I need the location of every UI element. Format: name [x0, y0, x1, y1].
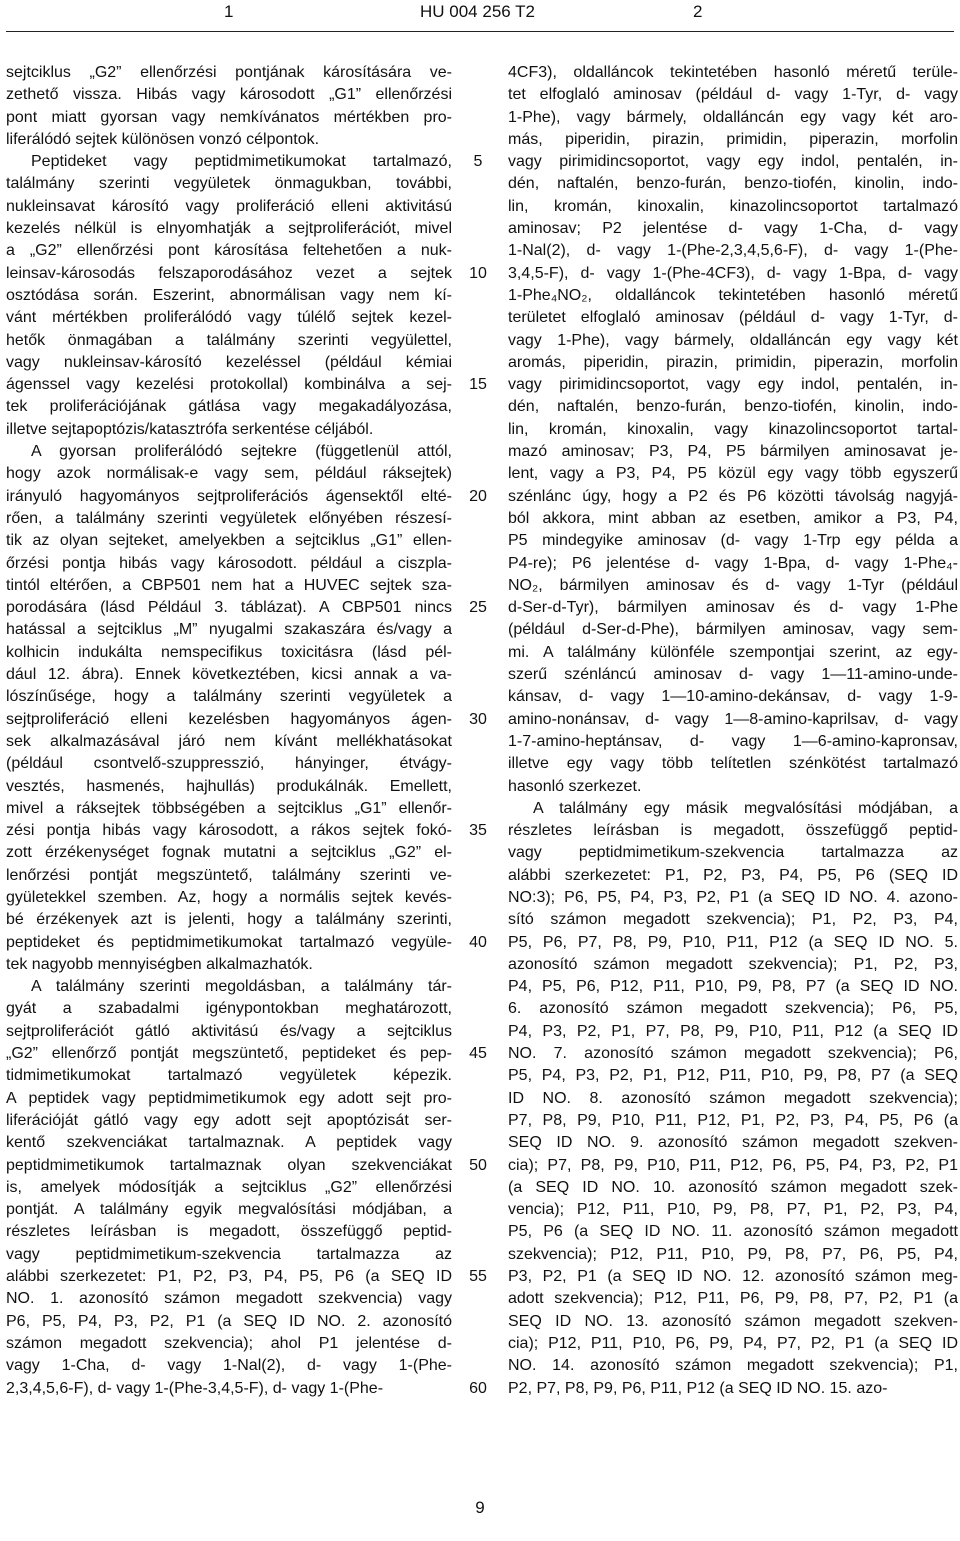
text-line: területet elfoglaló aminosav (például d- vagy 1-Tyr, d- [508, 309, 958, 327]
line-number: 40 [469, 933, 487, 951]
text-line: ID NO. 8. azonosító számon megadott szekvencia); [508, 1089, 958, 1107]
text-line: mi. A találmány különféle szempontjai szerint, az egy- [508, 643, 958, 661]
text-line: sejtproliferáció elleni kezelésben hagyományos ágen- [6, 710, 452, 728]
text-line: vagy 1-Phe), vagy bármely, oldalláncán egy vagy két [508, 331, 958, 349]
text-line: aminosav; P2 jelentése d- vagy 1-Cha, d- vagy [508, 220, 958, 238]
text-line: gyületekkel szemben. Az, hogy a normális sejtek kevés- [6, 888, 452, 906]
header-right-column-number: 2 [693, 2, 703, 21]
line-number: 20 [469, 487, 487, 505]
left-text-column [6, 62, 452, 1400]
text-line: SEQ ID NO. 9. azonosító számon megadott szekven- [508, 1134, 958, 1152]
text-line: tintól eltérően, a CBP501 nem hat a HUVEC sejtek sza- [6, 576, 452, 594]
text-line: vagy pirimidincsoportot, vagy egy indol, pentalén, in- [508, 376, 958, 394]
text-line: hasonló szerkezet. [508, 777, 642, 795]
text-line: részletes leírásban is megadott, összefüggő peptid- [508, 822, 958, 840]
text-line: alábbi szerkezetet: P1, P2, P3, P4, P5, P6 (SEQ ID [508, 866, 958, 884]
text-line: pontját. A találmány egyik megvalósítási módjában, a [6, 1201, 452, 1219]
text-line: P5, P6 (a SEQ ID NO. 11. azonosító számon megadott [508, 1223, 958, 1241]
text-line: 3,4,5-F), d- vagy 1-(Phe-4CF3), d- vagy 1-Bpa, d- vagy [508, 264, 958, 282]
text-line: sító számon megadott szekvencia); P1, P2, P3, P4, [508, 911, 958, 929]
text-line: P5 mindegyike aminosav (d- vagy 1-Trp egy példa a [508, 532, 958, 550]
text-line: sejtproliferációt gátló aktivitású és/vagy a sejtciklus [6, 1022, 452, 1040]
text-line: 1-7-amino-heptánsav, d- vagy 1—6-amino-kapronsav, [508, 732, 958, 750]
text-line: NO. 7. azonosító számon megadott szekvencia); P6, [508, 1045, 958, 1063]
text-line: irányuló hagyományos sejtproliferációs ágensektől elté- [6, 487, 452, 505]
line-number: 60 [469, 1379, 487, 1397]
text-line: lin, kromán, kinoxalin, kinazolincsoportot tartalmazó [508, 197, 958, 215]
text-line: hogy azok normálisak-e vagy sem, például ráksejtek) [6, 465, 452, 483]
header-document-id: HU 004 256 T2 [420, 2, 535, 21]
line-number: 45 [469, 1045, 487, 1063]
text-line: zethető vissza. Hibás vagy károsodott „G1” ellenőrzési [6, 86, 452, 104]
text-line: vesztés, hasmenés, hajhullás) produkálnák. Emellett, [6, 777, 452, 795]
header-rule [6, 31, 954, 32]
text-line: pont miatt gyorsan vagy nemkívánatos mértékben pro- [6, 108, 452, 126]
text-line: A találmány egy másik megvalósítási módjában, a [533, 799, 958, 817]
line-number: 25 [469, 599, 487, 617]
text-line: amino-nonánsav, d- vagy 1—8-amino-kaprilsav, d- vagy [508, 710, 958, 728]
text-line: vánt mértékben proliferálódó vagy túlélő sejtek kezel- [6, 309, 452, 327]
text-line: mivel a ráksejtek többségében a sejtciklus „G1” ellenőr- [6, 799, 452, 817]
text-line: „G2” ellenőrző pontját megszüntető, peptideket és pep- [6, 1045, 452, 1063]
text-line: NO. 14. azonosító számon megadott szekvencia); P1, [508, 1357, 958, 1375]
text-line: őrzési pontja hibás vagy károsodott. például a ciszpla- [6, 554, 452, 572]
text-line: P4, P3, P2, P1, P7, P8, P9, P10, P11, P12 (a SEQ ID [508, 1022, 958, 1040]
header-left-column-number: 1 [224, 2, 234, 21]
text-line: peptideket és peptidmimetikumokat tartalmazó vegyüle- [6, 933, 452, 951]
right-text-column [508, 62, 958, 1400]
text-line: leinsav-károsodás felszaporodásához vezet a sejtek [6, 264, 452, 282]
text-line: szénlánc úgy, hogy a P2 és P6 közötti távolság nagyjá- [508, 487, 958, 505]
text-line: 6. azonosító számon megadott szekvencia); P6, P5, [508, 1000, 958, 1018]
line-number: 55 [469, 1268, 487, 1286]
text-line: P6, P5, P4, P3, P2, P1 (a SEQ ID NO. 2. azonosító [6, 1312, 452, 1330]
text-line: vagy 1-Cha, d- vagy 1-Nal(2), d- vagy 1-(Phe- [6, 1357, 452, 1375]
text-line: liferációját gátló vagy egy adott sejt apoptózisát ser- [6, 1111, 452, 1129]
text-line: d-Ser-d-Tyr), bármilyen aminosav és d- vagy 1-Phe [508, 599, 958, 617]
text-line: azonosító számon megadott szekvencia); P1, P2, P3, [508, 955, 958, 973]
line-number: 15 [469, 376, 487, 394]
text-line: NO. 1. azonosító számon megadott szekvencia) vagy [6, 1290, 452, 1308]
text-line: P4, P5, P6, P12, P11, P10, P9, P8, P7 (a SEQ ID NO. [508, 978, 958, 996]
text-line: adott szekvencia); P12, P11, P6, P9, P8, P7, P2, P1 (a [508, 1290, 958, 1308]
page-number: 9 [475, 1498, 485, 1517]
text-line: tik az olyan sejteket, amelyekben a sejtciklus „G1” ellen- [6, 532, 452, 550]
text-line: részletes leírásban is megadott, összefüggő peptid- [6, 1223, 452, 1241]
text-line: rően, a találmány szerinti vegyületek előnyében részesí- [6, 509, 452, 527]
text-line: szerű szénláncú aminosav d- vagy 1—11-amino-unde- [508, 666, 958, 684]
text-line: tek proliferációjának gátlása vagy megakadályozása, [6, 398, 452, 416]
text-line: P5, P6, P7, P8, P9, P10, P11, P12 (a SEQ ID NO. 5. [508, 933, 958, 951]
line-number: 5 [473, 153, 483, 171]
text-line: vagy nukleinsav-károsító kezeléssel (például kémiai [6, 353, 452, 371]
text-line: mazó aminosav; P3, P4, P5 bármilyen aminosavat je- [508, 443, 958, 461]
text-line: lent, vagy a P3, P4, P5 közül egy vagy több egyszerű [508, 465, 958, 483]
text-line: P4-re); P6 jelentése d- vagy 1-Bpa, d- vagy 1-Phe₄- [508, 554, 958, 572]
text-line: illetve sejtapoptózis/katasztrófa serkentése céljából. [6, 420, 374, 438]
text-line: vencia); P12, P11, P10, P9, P8, P7, P1, P2, P3, P4, [508, 1201, 958, 1219]
text-line: SEQ ID NO. 13. azonosító számon megadott szekven- [508, 1312, 958, 1330]
text-line: 1-Nal(2), d- vagy 1-(Phe-2,3,4,5,6-F), d- vagy 1-(Phe- [508, 242, 958, 260]
text-line: sek alkalmazásával járó nem kívánt mellékhatásokat [6, 732, 452, 750]
text-line: vagy peptidmimetikum-szekvencia tartalmazza az [508, 844, 958, 862]
line-number: 30 [469, 710, 487, 728]
line-number: 10 [469, 264, 487, 282]
text-line: NO₂, bármilyen aminosav és d- vagy 1-Tyr (például [508, 576, 958, 594]
text-line: találmány szerinti vegyületek önmagukban, további, [6, 175, 452, 193]
text-line: szekvencia); P12, P11, P10, P9, P8, P7, P6, P5, P4, [508, 1245, 958, 1263]
text-line: 1-Phe₄NO₂, oldalláncok tekintetében hasonló méretű [508, 286, 958, 304]
text-line: P7, P8, P9, P10, P11, P12, P1, P2, P3, P4, P5, P6 (a [508, 1111, 958, 1129]
text-line: illetve egy vagy több telítetlen szénkötést tartalmazó [508, 755, 958, 773]
text-line: aromás, piperidin, pirazin, primidin, piperazin, morfolin [508, 353, 958, 371]
text-line: P5, P4, P3, P2, P1, P12, P11, P10, P9, P8, P7 (a SEQ [508, 1067, 958, 1085]
text-line: (például csontvelő-szuppresszió, hányinger, étvágy- [6, 755, 452, 773]
text-line: nukleinsavat károsító vagy proliferáció elleni aktivitású [6, 197, 452, 215]
text-line: P2, P7, P8, P9, P6, P11, P12 (a SEQ ID NO. 15. azo- [508, 1379, 888, 1397]
text-line: vagy peptidmimetikum-szekvencia tartalmazza az [6, 1245, 452, 1263]
text-line: dén, naftalén, benzo-furán, benzo-tiofén, kinolin, indo- [508, 398, 958, 416]
text-line: cia); P12, P11, P10, P6, P9, P4, P7, P2, P1 (a SEQ ID [508, 1334, 958, 1352]
text-line: is, amelyek módosítják a sejtciklus „G2” ellenőrzési [6, 1178, 452, 1196]
text-line: bé érzékenyek azt is jelenti, hogy a találmány szerinti, [6, 911, 452, 929]
text-line: lin, kromán, kinoxalin, vagy kinazolincsoportot tartal- [508, 420, 958, 438]
text-line: cia); P7, P8, P9, P10, P11, P12, P6, P5, P4, P3, P2, P1 [508, 1156, 958, 1174]
text-line: számon megadott szekvencia); ahol P1 jelentése d- [6, 1334, 452, 1352]
text-line: hetők önmagában a találmány szerinti vegyülettel, [6, 331, 452, 349]
text-line: P3, P2, P1 (a SEQ ID NO. 12. azonosító számon meg- [508, 1268, 958, 1286]
text-line: gyát a szabadalmi igénypontokban meghatározott, [6, 1000, 452, 1018]
text-line: NO:3); P6, P5, P4, P3, P2, P1 (a SEQ ID NO. 4. azono- [508, 888, 958, 906]
text-line: A gyorsan proliferálódó sejtekre (függetlenül attól, [31, 443, 452, 461]
text-line: porodására (lásd Például 3. táblázat). A CBP501 nincs [6, 599, 452, 617]
line-number: 50 [469, 1156, 487, 1174]
text-line: A peptidek vagy peptidmimetikumok egy adott sejt pro- [6, 1089, 452, 1107]
text-line: osztódása során. Eszerint, abnormálisan vagy nem kí- [6, 286, 452, 304]
text-line: ágenssel vagy kezelési protokollal) kombinálva a sej- [6, 376, 452, 394]
line-number: 35 [469, 822, 487, 840]
text-line: tidmimetikumokat tartalmazó vegyületek képezik. [6, 1067, 452, 1085]
text-line: kolhicin indukálta nemspecifikus toxicitásra (lásd pél- [6, 643, 452, 661]
text-line: kánsav, d- vagy 1—10-amino-dekánsav, d- vagy 1-9- [508, 688, 958, 706]
text-line: (a SEQ ID NO. 10. azonosító számon megadott szek- [508, 1178, 958, 1196]
text-line: a „G2” ellenőrzési pont károsítása feltehetően a nuk- [6, 242, 452, 260]
text-line: hatással a sejtciklus „M” nyugalmi szakaszára és/vagy a [6, 621, 452, 639]
text-line: sejtciklus „G2” ellenőrzési pontjának károsítására ve- [6, 64, 452, 81]
text-line: kezelés nélkül is elnyomhatják a sejtproliferációt, mivel [6, 220, 452, 238]
text-line: tek nagyobb mennyiségben alkalmazhatók. [6, 955, 313, 973]
text-line: 2,3,4,5,6-F), d- vagy 1-(Phe-3,4,5-F), d- vagy 1-(Phe- [6, 1379, 384, 1397]
page-header [0, 0, 960, 30]
text-line: alábbi szerkezetet: P1, P2, P3, P4, P5, P6 (a SEQ ID [6, 1268, 452, 1286]
text-line: lószínűsége, hogy a találmány szerinti vegyületek a [6, 688, 452, 706]
text-line: 1-Phe), vagy bármely, oldalláncán egy vagy két aro- [508, 108, 958, 126]
text-line: (például d-Ser-d-Phe), bármilyen aminosav, vagy sem- [508, 621, 958, 639]
text-line: kentő szekvenciákat tartalmaznak. A peptidek vagy [6, 1134, 452, 1152]
text-line: Peptideket vagy peptidmimetikumokat tartalmazó, [31, 153, 452, 171]
text-line: zési pontja hibás vagy károsodott, a rákos sejtek fokó- [6, 822, 452, 840]
text-line: peptidmimetikumok tartalmaznak olyan szekvenciákat [6, 1156, 452, 1174]
text-line: 4CF3), oldalláncok tekintetében hasonló méretű terüle- [508, 64, 958, 81]
text-line: dául 12. ábra). Ennek következtében, kicsi annak a va- [6, 666, 452, 684]
text-line: más, piperidin, pirazin, primidin, piperazin, morfolin [508, 130, 958, 148]
text-line: ból akkora, mint abban az esetben, amikor a P3, P4, [508, 509, 958, 527]
text-line: dén, naftalén, benzo-furán, benzo-tiofén, kinolin, indo- [508, 175, 958, 193]
text-line: lenőrzési pontját megszüntető, találmány szerinti ve- [6, 866, 452, 884]
text-line: A találmány szerinti megoldásban, a találmány tár- [31, 978, 452, 996]
text-line: liferálódó sejtek különösen vonzó célpontok. [6, 130, 320, 148]
text-line: tet elfoglaló aminosav (például d- vagy 1-Tyr, d- vagy [508, 86, 958, 104]
text-line: vagy pirimidincsoportot, vagy egy indol, pentalén, in- [508, 153, 958, 171]
text-line: zott érzékenységet fognak mutatni a sejtciklus „G2” el- [6, 844, 452, 862]
